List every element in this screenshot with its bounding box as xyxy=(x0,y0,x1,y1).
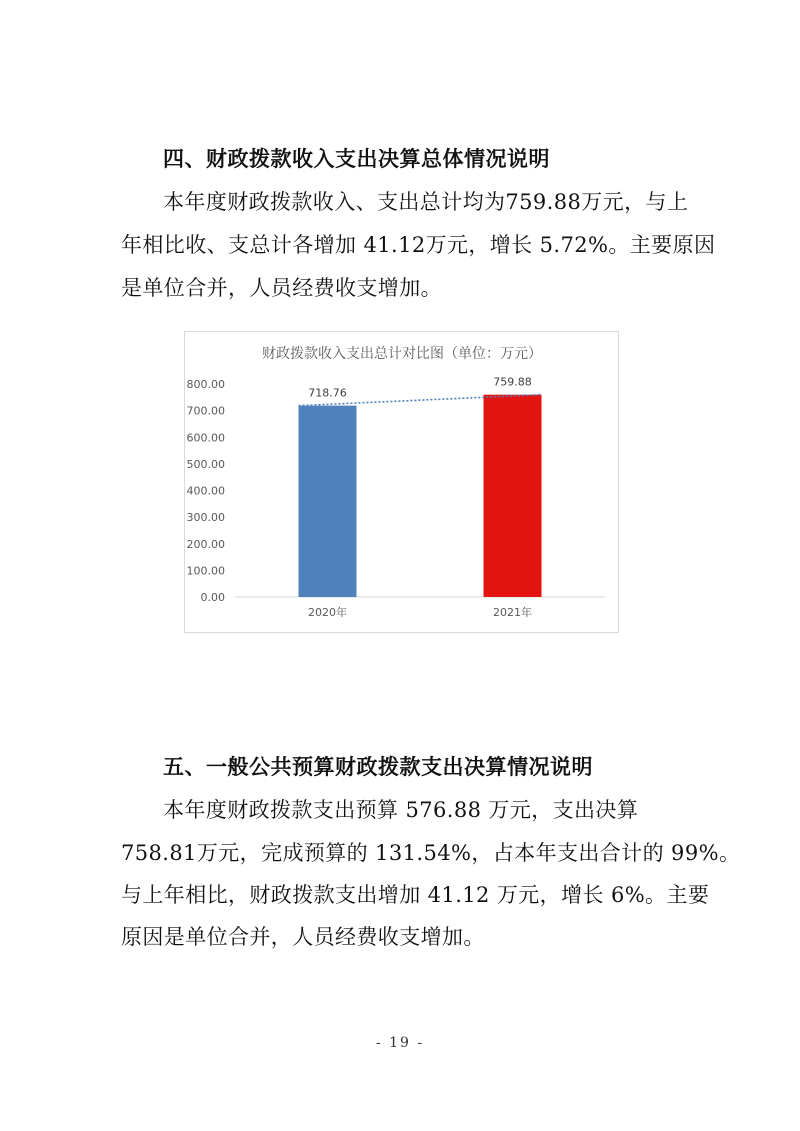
y-tick-label: 200.00 xyxy=(186,537,225,551)
y-tick-label: 100.00 xyxy=(186,564,225,578)
section4-heading: 四、财政拨款收入支出决算总体情况说明 xyxy=(163,147,550,171)
data-label-2: 759.88 xyxy=(493,375,532,389)
page-number: - 19 - xyxy=(375,1035,425,1051)
chart-title: 财政拨款收入支出总计对比图（单位：万元） xyxy=(262,346,542,362)
chart-svg xyxy=(185,332,618,632)
section5-heading: 五、一般公共预算财政拨款支出决算情况说明 xyxy=(163,755,593,779)
section4-line-1: 本年度财政拨款收入、支出总计均为759.88万元，与上 xyxy=(163,190,689,214)
bar-1 xyxy=(299,406,357,597)
section5-line-4: 原因是单位合并，人员经费收支增加。 xyxy=(121,925,485,949)
data-label-1: 718.76 xyxy=(308,386,347,400)
y-tick-label: 600.00 xyxy=(186,431,225,445)
y-tick-label: 0.00 xyxy=(200,591,225,604)
section5-line-2: 758.81万元，完成预算的 131.54%，占本年支出合计的 99%。 xyxy=(121,841,741,865)
x-tick-label-1: 2020年 xyxy=(308,606,347,619)
y-tick-label: 400.00 xyxy=(186,484,225,498)
y-tick-label: 300.00 xyxy=(186,511,225,525)
y-tick-label: 700.00 xyxy=(186,404,225,418)
bar-2 xyxy=(484,395,542,597)
section5-line-3: 与上年相比，财政拨款支出增加 41.12 万元，增长 6%。主要 xyxy=(121,883,710,907)
x-tick-label-2: 2021年 xyxy=(493,606,532,619)
y-tick-label: 800.00 xyxy=(186,378,225,391)
section4-line-2: 年相比收、支总计各增加 41.12万元，增长 5.72%。主要原因 xyxy=(121,233,716,257)
section5-line-1: 本年度财政拨款支出预算 576.88 万元，支出决算 xyxy=(163,798,639,822)
bar-chart xyxy=(184,331,619,633)
y-tick-label: 500.00 xyxy=(186,457,225,471)
section4-line-3: 是单位合并，人员经费收支增加。 xyxy=(121,276,442,300)
